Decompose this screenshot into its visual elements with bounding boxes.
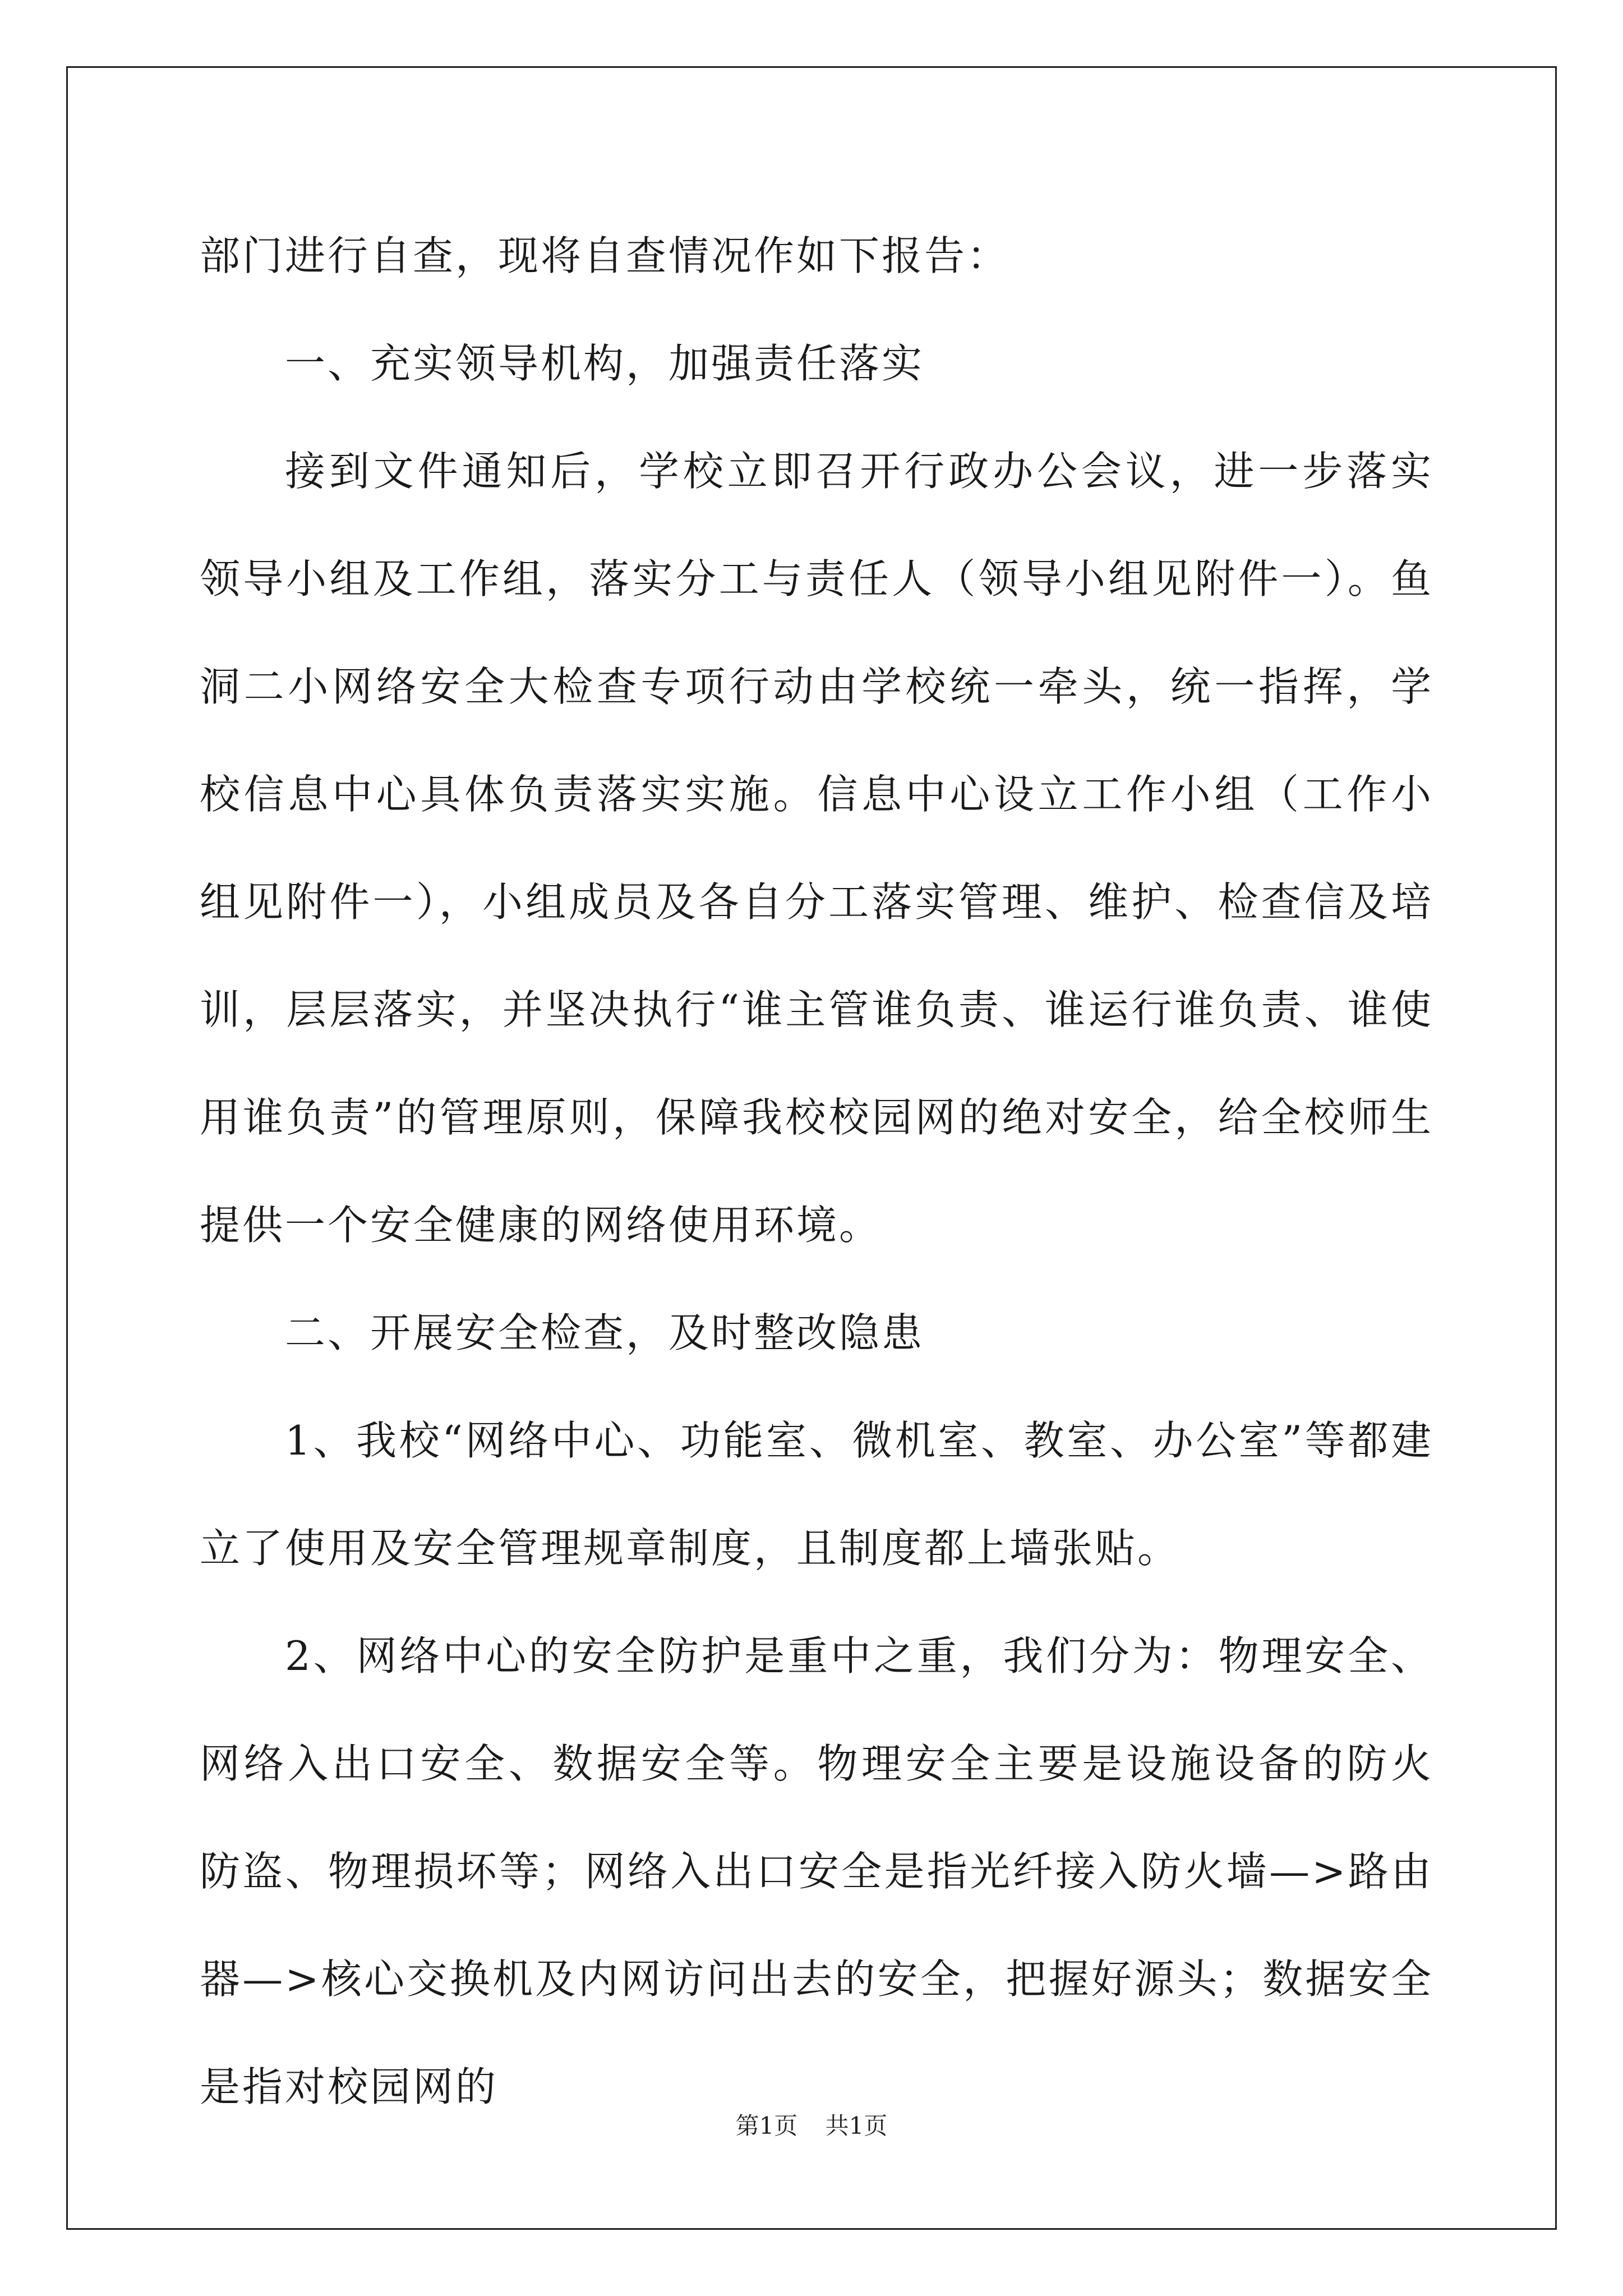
paragraph-item-1: 1、我校“网络中心、功能室、微机室、教室、办公室”等都建立了使用及安全管理规章制度，且制度都上墙张贴。 <box>200 1417 1433 1572</box>
page-number-total: 共1页 <box>825 2112 888 2139</box>
heading-section-one: 一、充实领导机构，加强责任落实 <box>285 340 925 387</box>
paragraph-intro: 部门进行自查，现将自查情况作如下报告： <box>200 232 1010 279</box>
paragraph-section-one: 接到文件通知后，学校立即召开行政办公会议，进一步落实领导小组及工作组，落实分工与责任人（领导小组见附件一）。鱼洞二小网络安全大检查专项行动由学校统一牵头，统一指挥，学校信息中心具体负责落实实施。信息中心设立工作小组（工作小组见附件一），小组成员及各自分工落实管理、维护、检查信及培训，层层落实，并坚决执行“谁主管谁负责、谁运行谁负责、谁使用谁负责”的管理原则，保障我校校园网的绝对安全，给全校师生提供一个安全健康的网络使用环境。 <box>200 448 1433 1249</box>
heading-section-two: 二、开展安全检查，及时整改隐患 <box>285 1309 925 1356</box>
page-number-current: 第1页 <box>735 2112 798 2139</box>
page-footer <box>0 2109 1623 2143</box>
paragraph-item-2: 2、网络中心的安全防护是重中之重，我们分为：物理安全、网络入出口安全、数据安全等。物理安全主要是设施设备的防火防盗、物理损坏等；网络入出口安全是指光纤接入防火墙—>路由器—>核心交换机及内网访问出去的安全，把握好源头；数据安全是指对校园网的 <box>200 1632 1433 2110</box>
document-body <box>200 202 1433 2141</box>
